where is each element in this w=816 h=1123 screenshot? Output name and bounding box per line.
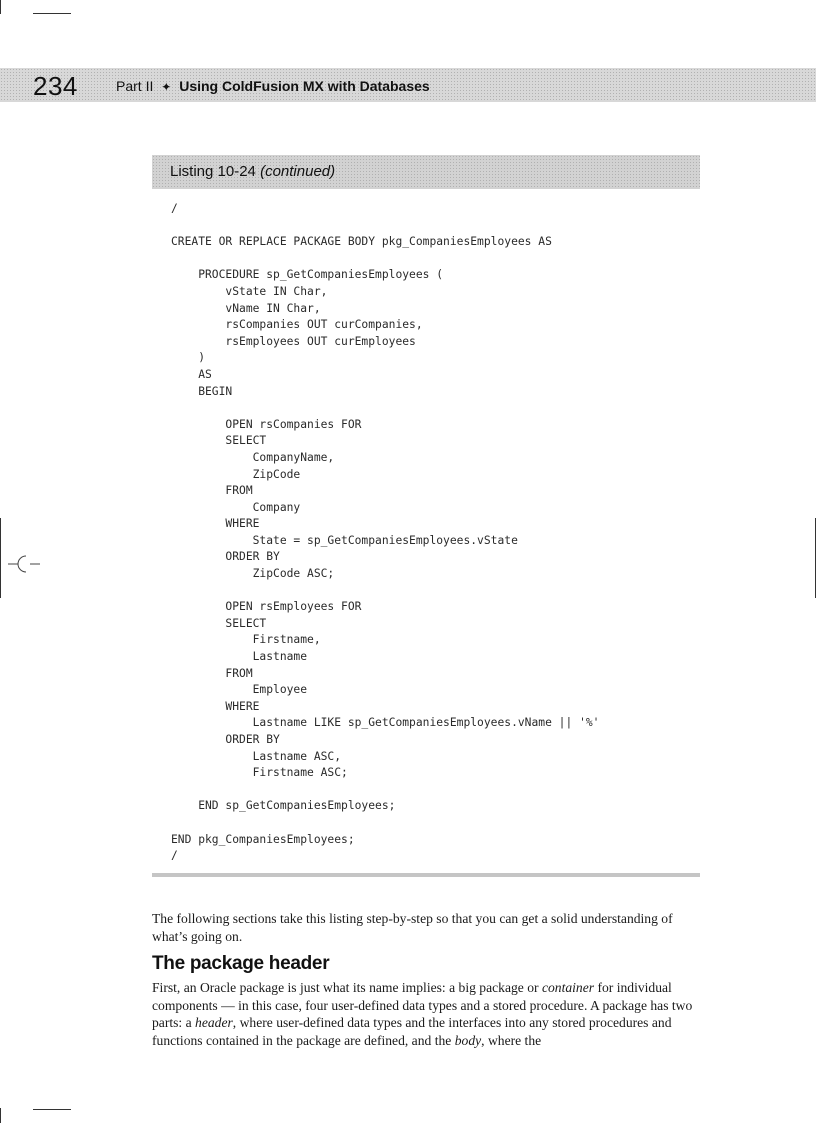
listing-continued-label: (continued) bbox=[260, 163, 336, 180]
section-paragraph bbox=[152, 979, 702, 1049]
crop-mark-left-vertical bbox=[0, 518, 1, 598]
section-heading: The package header bbox=[152, 953, 330, 974]
listing-title bbox=[170, 161, 335, 183]
book-title: Using ColdFusion MX with Databases bbox=[179, 78, 430, 94]
emphasis-container: container bbox=[541, 980, 595, 995]
crop-mark-bottom-left-horizontal bbox=[33, 1109, 71, 1110]
page-number: 234 bbox=[33, 71, 78, 101]
section-paragraph-text-3: , where user-defined data types and the interfaces into any stored procedures and functions contained in the package are defined, and the bbox=[152, 1015, 672, 1048]
section-paragraph-text-2: for individual components — in this case, four user-defined data types and a stored procedure. A package has two parts: a bbox=[152, 980, 693, 1030]
listing-bottom-rule bbox=[152, 873, 700, 877]
diamond-separator-icon: ✦ bbox=[161, 80, 172, 94]
crop-mark-top-left-vertical bbox=[0, 0, 1, 14]
section-paragraph-text-4: , where the bbox=[481, 1032, 542, 1048]
registration-mark-icon bbox=[4, 548, 44, 578]
listing-number: Listing 10-24 bbox=[170, 163, 256, 180]
emphasis-body: body bbox=[454, 1032, 482, 1048]
crop-mark-bottom-left-vertical bbox=[0, 1108, 1, 1123]
section-paragraph-text-1: First, an Oracle package is just what its name implies: a big package or bbox=[152, 980, 542, 995]
running-header-text bbox=[116, 76, 430, 97]
part-label: Part II bbox=[116, 78, 154, 94]
code-listing: / CREATE OR REPLACE PACKAGE BODY pkg_CompaniesEmployees AS PROCEDURE sp_GetCompaniesEmployees ( vState IN Char, vName IN Char, rsCompanies OUT curCompanies, rsEmployees OUT curEmployees ) AS BEGIN OPEN rsCompanies FOR SELECT CompanyName, ZipCode FROM Company WHERE State = sp_GetCompaniesEmployees.vState ORDER BY ZipCode ASC; OPEN rsEmployees FOR SELECT Firstname, Lastname FROM Employee WHERE Lastname LIKE sp_GetCompaniesEmployees.vName || '%' ORDER BY Lastname ASC, Firstname ASC; END sp_GetCompaniesEmployees; END pkg_CompaniesEmployees; / bbox=[171, 202, 600, 863]
crop-mark-top-left-horizontal bbox=[33, 13, 71, 14]
emphasis-header: header bbox=[195, 1015, 233, 1030]
intro-paragraph: The following sections take this listing step-by-step so that you can get a solid understanding of what’s going on. bbox=[152, 911, 673, 944]
